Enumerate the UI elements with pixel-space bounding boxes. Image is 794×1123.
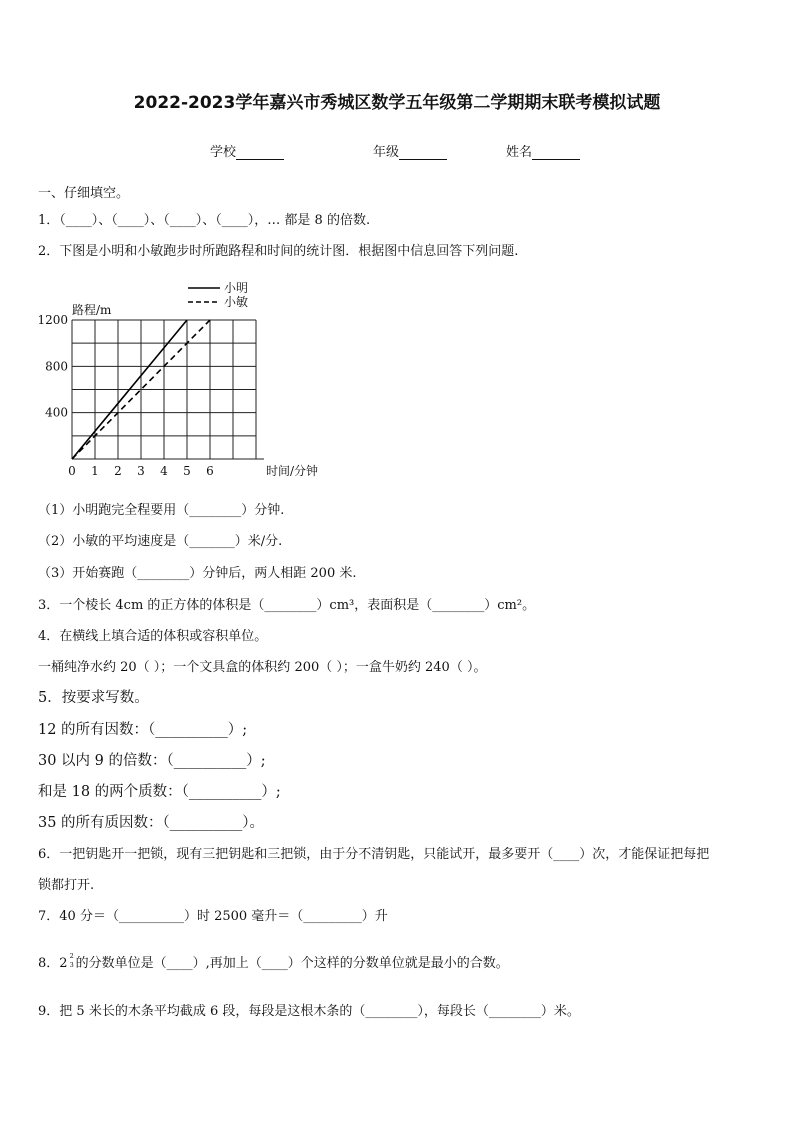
question-6 <box>38 843 709 862</box>
q3-label: 3． <box>38 598 60 613</box>
q8-label: 8． <box>38 956 60 971</box>
question-9 <box>38 1000 580 1019</box>
school-blank[interactable] <box>236 145 284 160</box>
grade-blank[interactable] <box>399 145 447 160</box>
section-heading: 一、仔细填空。 <box>38 186 130 201</box>
q5-sub-1: 12 的所有因数：（__________）; <box>38 722 248 738</box>
q7-text: 40 分＝（__________）时 2500 毫升＝（_________）升 <box>59 909 388 924</box>
y-tick-label: 400 <box>45 405 68 420</box>
y-tick-label: 1200 <box>37 313 68 327</box>
q8-text: 的分数单位是（____）,再加上（____）个这样的分数单位就是最小的合数。 <box>75 956 509 971</box>
question-2 <box>38 240 518 259</box>
legend-label: 小明 <box>224 281 249 295</box>
question-5 <box>38 686 149 707</box>
q8-fraction <box>68 952 76 969</box>
q9-text: 把 5 米长的木条平均截成 6 段，每段是这根木条的（________），每段长（________）米。 <box>59 1004 580 1019</box>
question-1 <box>38 209 370 228</box>
question-8 <box>38 952 509 971</box>
q4-label: 4． <box>38 629 60 644</box>
q6-text: 一把钥匙开一把锁，现有三把钥匙和三把锁，由于分不清钥匙，只能试开，最多要开（____）次，才能保证把每把 <box>59 847 710 862</box>
q8-numerator: 2 <box>69 952 74 960</box>
grade-label: 年级 <box>373 145 400 160</box>
x-tick-label: 3 <box>137 464 145 478</box>
q9-label: 9． <box>38 1004 60 1019</box>
grade-field <box>373 141 447 160</box>
q6-label: 6． <box>38 847 60 862</box>
q2-text: 下图是小明和小敏跑步时所跑路程和时间的统计图．根据图中信息回答下列问题. <box>59 244 519 259</box>
q4-text: 在横线上填合适的体积或容积单位。 <box>59 629 268 644</box>
q5-sub-2: 30 以内 9 的倍数：（__________）; <box>38 753 266 769</box>
q1-text: （____）、（____）、（____）、（____），… 都是 8 的倍数. <box>59 213 371 228</box>
name-label: 姓名 <box>506 145 533 160</box>
q5-text: 按要求写数。 <box>61 690 149 706</box>
x-tick-label: 1 <box>91 464 99 478</box>
q8-denominator: 3 <box>69 961 74 969</box>
legend-label: 小敏 <box>224 295 249 309</box>
q8-whole: 2 <box>59 956 68 971</box>
question-4 <box>38 625 267 644</box>
q6-text-cont: 锁都打开. <box>38 878 95 893</box>
chart-grid <box>72 320 264 459</box>
q7-label: 7． <box>38 909 60 924</box>
question-7 <box>38 905 388 924</box>
chart-legend <box>188 281 248 309</box>
school-label: 学校 <box>210 145 237 160</box>
q5-label: 5． <box>38 690 62 706</box>
y-axis-label: 路程/m <box>72 303 112 317</box>
q1-label: 1． <box>38 213 60 228</box>
x-tick-label: 5 <box>183 464 191 478</box>
exam-title: 2022-2023学年嘉兴市秀城区数学五年级第二学期期末联考模拟试题 <box>133 93 661 113</box>
x-axis-label: 时间/分钟 <box>266 464 319 478</box>
distance-time-chart <box>30 274 340 484</box>
school-field <box>210 141 284 160</box>
q2-sub-2: （2）小敏的平均速度是（_______）米/分. <box>38 534 283 549</box>
q2-sub-1: （1）小明跑完全程要用（________）分钟. <box>38 503 285 518</box>
q5-sub-3: 和是 18 的两个质数：（__________）; <box>38 784 281 800</box>
q5-sub-4: 35 的所有质因数：（__________）。 <box>38 815 265 831</box>
x-tick-label: 2 <box>114 464 122 478</box>
q4-line: 一桶纯净水约 20（ ）；一个文具盒的体积约 200（ ）；一盒牛奶约 240（ ）。 <box>38 660 487 675</box>
name-blank[interactable] <box>532 145 580 160</box>
q3-text: 一个棱长 4cm 的正方体的体积是（________）cm³，表面积是（________）cm²。 <box>59 598 536 613</box>
x-tick-label: 6 <box>206 464 214 478</box>
x-tick-label: 0 <box>68 464 76 478</box>
x-tick-label: 4 <box>160 464 168 478</box>
q2-sub-3: （3）开始赛跑（________）分钟后，两人相距 200 米. <box>38 566 357 581</box>
question-3 <box>38 594 535 613</box>
q2-label: 2． <box>38 244 60 259</box>
y-tick-label: 800 <box>45 359 68 374</box>
name-field <box>506 141 580 160</box>
